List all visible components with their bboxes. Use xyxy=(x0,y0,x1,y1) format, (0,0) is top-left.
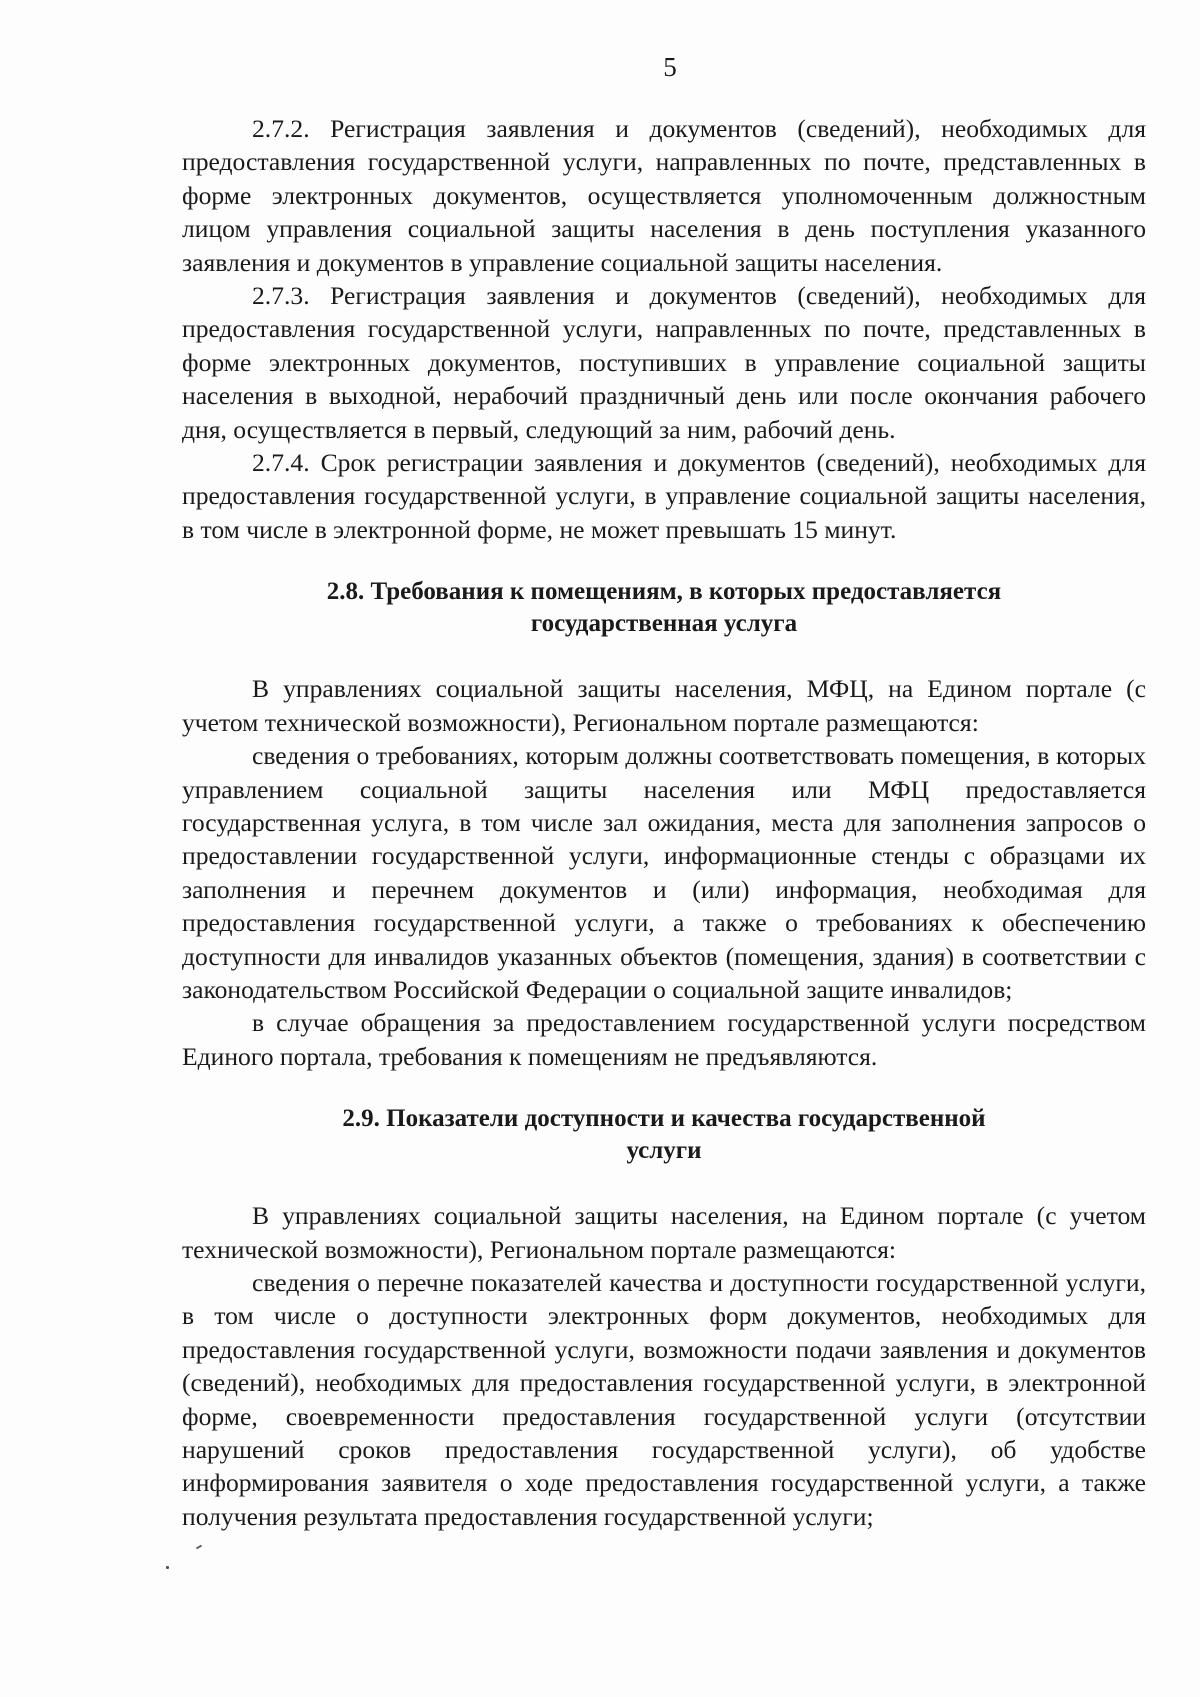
scan-speck xyxy=(166,1566,169,1569)
paragraph-2-8-requirements: сведения о требованиях, которым должны соответствовать помещения, в которых управлением социальной защиты населения или МФЦ предоставляется государственная услуга, в том числе зал ожидания, места для заполнения запросов о предоставлении государственной услуги, информационные стенды с образцами их заполнения и перечнем документов и (или) информация, необходимая для предоставления государственной услуги, а также о требованиях к обеспечению доступности для инвалидов указанных объектов (помещения, здания) в соответствии с законодательством Российской Федерации о социальной защите инвалидов; xyxy=(182,741,1146,1004)
section-heading-2-8 xyxy=(182,576,1146,640)
paragraph-2-7-3: 2.7.3. Регистрация заявления и документов (сведений), необходимых для предоставления государственной услуги, направленных по почте, представленных в форме электронных документов, поступивших в управление социальной защиты населения в выходной, нерабочий праздничный день или после окончания рабочего дня, осуществляется в первый, следующий за ним, рабочий день. xyxy=(182,281,1146,444)
section-heading-2-9 xyxy=(182,1103,1146,1167)
paragraph-2-7-4: 2.7.4. Срок регистрации заявления и документов (сведений), необходимых для предоставления государственной услуги, в управление социальной защиты населения, в том числе в электронной форме, не может превышать 15 минут. xyxy=(182,448,1146,544)
section-heading-2-8-line2: государственная услуга xyxy=(530,610,798,638)
page-number: 5 xyxy=(663,52,677,82)
paragraph-2-8-intro: В управлениях социальной защиты населения, МФЦ, на Едином портале (с учетом технической возможности), Региональном портале размещаются: xyxy=(182,674,1146,737)
section-heading-2-8-line1: 2.8. Требования к помещениям, в которых предоставляется xyxy=(326,578,1002,606)
document-body xyxy=(182,112,1146,1533)
section-heading-2-9-line1: 2.9. Показатели доступности и качества государственной xyxy=(342,1105,986,1133)
paragraph-2-8-portal: в случае обращения за предоставлением государственной услуги посредством Единого портала, требования к помещениям не предъявляются. xyxy=(182,1008,1146,1071)
paragraph-2-7-2: 2.7.2. Регистрация заявления и документов (сведений), необходимых для предоставления государственной услуги, направленных по почте, представленных в форме электронных документов, осуществляется уполномоченным должностным лицом управления социальной защиты населения в день поступления указанного заявления и документов в управление социальной защиты населения. xyxy=(182,114,1146,277)
section-heading-2-9-line2: услуги xyxy=(626,1137,702,1165)
paragraph-2-9-intro: В управлениях социальной защиты населения, на Едином портале (с учетом технической возможности), Региональном портале размещаются: xyxy=(182,1201,1146,1264)
paragraph-2-9-indicators: сведения о перечне показателей качества и доступности государственной услуги, в том числе о доступности электронных форм документов, необходимых для предоставления государственной услуги, возможности подачи заявления и документов (сведений), необходимых для предоставления государственной услуги, в электронной форме, своевременности предоставления государственной услуги (отсутствии нарушений сроков предоставления государственной услуги), об удобстве информирования заявителя о ходе предоставления государственной услуги, а также получения результата предоставления государственной услуги; xyxy=(182,1267,1146,1531)
scan-speck xyxy=(196,1545,202,1550)
